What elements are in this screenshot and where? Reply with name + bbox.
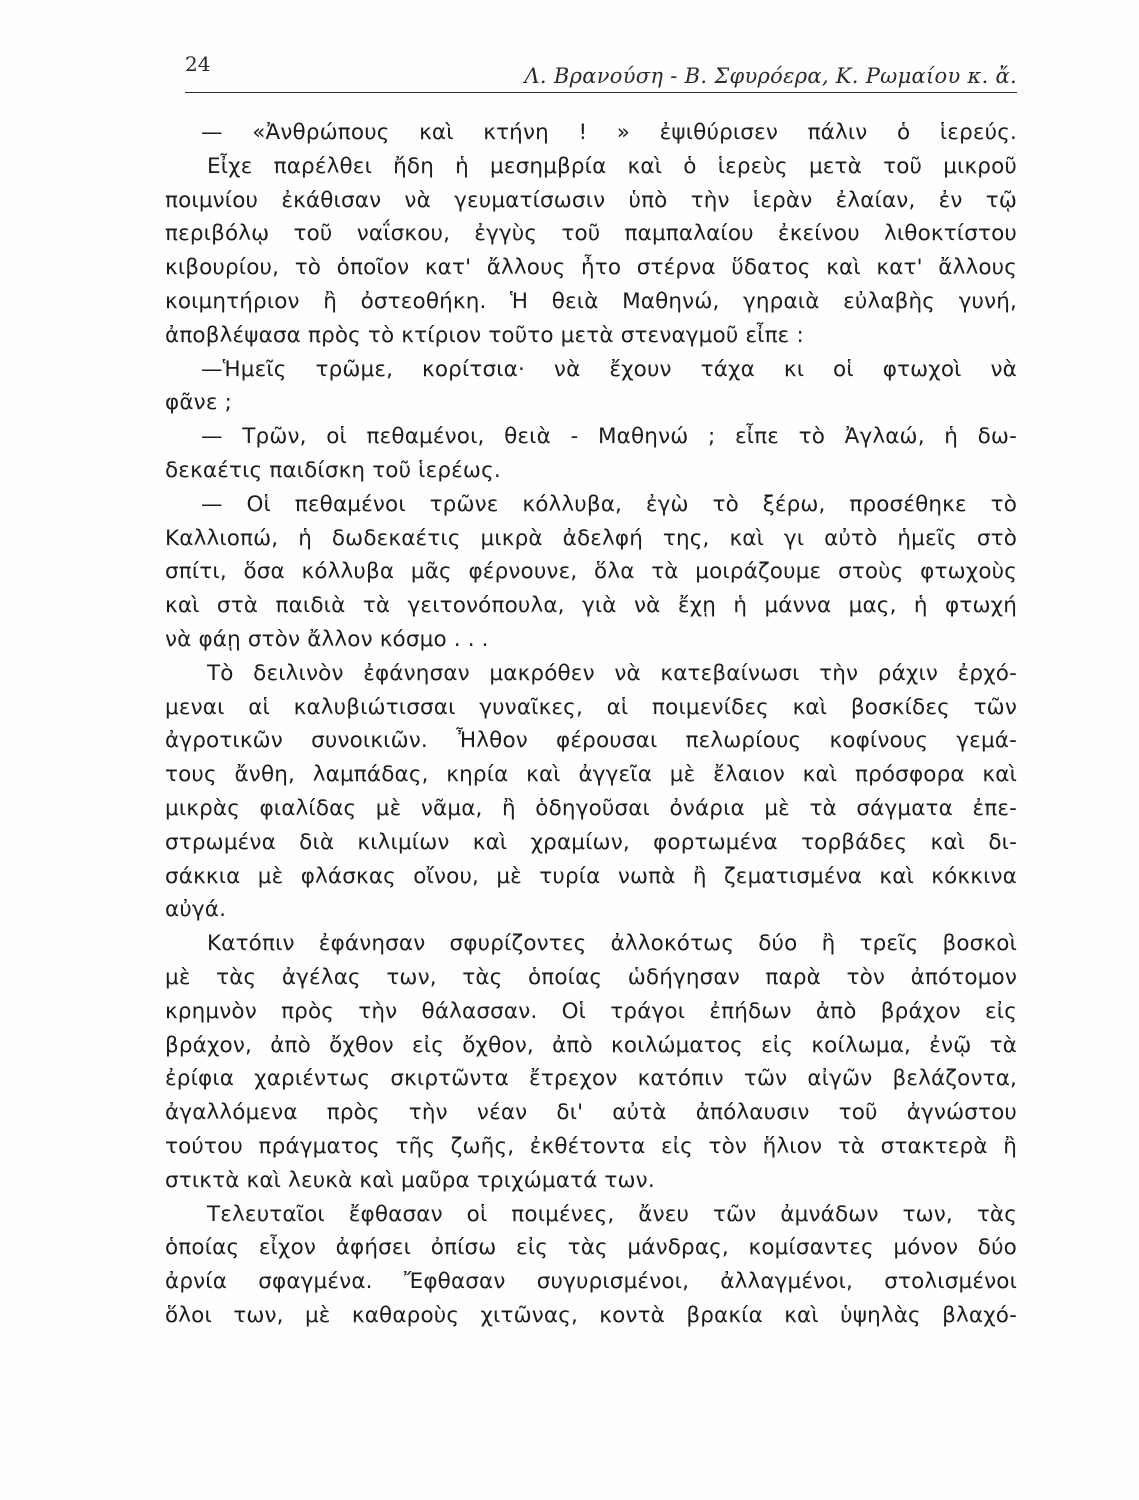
- page-header: [185, 52, 1017, 93]
- text-line: ποιμνίου ἐκάθισαν νὰ γευματίσωσιν ὑπὸ τὴν ἱερὰν ἐλαίαν, ἐν τῷ: [165, 187, 1017, 213]
- text-line: Τελευταῖοι ἔφθασαν οἱ ποιμένες, ἄνευ τῶν ἀμνάδων των, τὰς: [207, 1201, 1017, 1227]
- text-line: καὶ στὰ παιδιὰ τὰ γειτονόπουλα, γιὰ νὰ ἔχῃ ἡ μάννα μας, ἡ φτωχή: [165, 593, 1017, 619]
- text-line: δεκαέτις παιδίσκη τοῦ ἱερέως.: [165, 457, 501, 483]
- text-line: κιβουρίου, τὸ ὁποῖον κατ' ἄλλους ἦτο στέρνα ὕδατος καὶ κατ' ἄλλους: [165, 255, 1017, 281]
- text-line: κοιμητήριον ἢ ὀστεοθήκη. Ἡ θειὰ Μαθηνώ, γηραιὰ εὐλαβὴς γυνή,: [165, 288, 1017, 314]
- text-line: Τὸ δειλινὸν ἐφάνησαν μακρόθεν νὰ κατεβαίνωσι τὴν ράχιν ἐρχό-: [207, 660, 1017, 686]
- text-line: στρωμένα διὰ κιλιμίων καὶ χραμίων, φορτωμένα τορβάδες καὶ δι-: [165, 829, 1017, 855]
- text-line: ἀγαλλόμενα πρὸς τὴν νέαν δι' αὐτὰ ἀπόλαυσιν τοῦ ἀγνώστου: [165, 1100, 1017, 1126]
- text-line: μεναι αἱ καλυβιώτισσαι γυναῖκες, αἱ ποιμενίδες καὶ βοσκίδες τῶν: [165, 694, 1017, 720]
- running-head: Λ. Βρανούση - Β. Σφυρόερα, Κ. Ρωμαίου κ. ἄ.: [524, 64, 1017, 88]
- body-text: [165, 116, 1017, 1333]
- page-number: 24: [185, 52, 211, 76]
- text-line: ἀποβλέψασα πρὸς τὸ κτίριον τοῦτο μετὰ στεναγμοῦ εἶπε :: [165, 322, 804, 348]
- text-line: σάκκια μὲ φλάσκας οἴνου, μὲ τυρία νωπὰ ἢ ζεματισμένα καὶ κόκκινα: [165, 863, 1017, 889]
- text-line: Εἶχε παρέλθει ἤδη ἡ μεσημβρία καὶ ὁ ἱερεὺς μετὰ τοῦ μικροῦ: [207, 153, 1017, 179]
- text-line: ὅλοι των, μὲ καθαροὺς χιτῶνας, κοντὰ βρακία καὶ ὑψηλὰς βλαχό-: [165, 1302, 1017, 1328]
- text-line: τους ἄνθη, λαμπάδας, κηρία καὶ ἀγγεῖα μὲ ἔλαιον καὶ πρόσφορα καὶ: [165, 762, 1017, 788]
- text-line: κρημνὸν πρὸς τὴν θάλασσαν. Οἱ τράγοι ἐπήδων ἀπὸ βράχον εἰς: [165, 998, 1017, 1024]
- text-line: μὲ τὰς ἀγέλας των, τὰς ὁποίας ὡδήγησαν παρὰ τὸν ἀπότομον: [165, 964, 1017, 990]
- text-line: — Οἱ πεθαμένοι τρῶνε κόλλυβα, ἐγὼ τὸ ξέρω, προσέθηκε τὸ: [201, 491, 1017, 517]
- text-line: σπίτι, ὅσα κόλλυβα μᾶς φέρνουνε, ὅλα τὰ μοιράζουμε στοὺς φτωχοὺς: [165, 559, 1017, 585]
- text-line: μικρὰς φιαλίδας μὲ νᾶμα, ἢ ὁδηγοῦσαι ὀνάρια μὲ τὰ σάγματα ἐπε-: [165, 795, 1017, 821]
- text-line: φᾶνε ;: [165, 390, 232, 416]
- text-line: περιβόλῳ τοῦ ναΐσκου, ἐγγὺς τοῦ παμπαλαίου ἐκείνου λιθοκτίστου: [165, 221, 1017, 247]
- text-line: βράχον, ἀπὸ ὄχθον εἰς ὄχθον, ἀπὸ κοιλώματος εἰς κοίλωμα, ἐνῷ τὰ: [165, 1032, 1017, 1058]
- text-line: ἀγροτικῶν συνοικιῶν. Ἦλθον φέρουσαι πελωρίους κοφίνους γεμά-: [165, 728, 1017, 754]
- text-line: ὁποίας εἶχον ἀφήσει ὀπίσω εἰς τὰς μάνδρας, κομίσαντες μόνον δύο: [165, 1235, 1017, 1261]
- text-line: ἀρνία σφαγμένα. Ἔφθασαν συγυρισμένοι, ἀλλαγμένοι, στολισμένοι: [165, 1269, 1017, 1295]
- text-line: — «Ἀνθρώπους καὶ κτήνη ! » ἐψιθύρισεν πάλιν ὁ ἱερεύς.: [201, 120, 1017, 145]
- text-line: Κατόπιν ἐφάνησαν σφυρίζοντες ἀλλοκότως δύο ἢ τρεῖς βοσκοὶ: [207, 931, 1017, 957]
- text-line: — Τρῶν, οἱ πεθαμένοι, θειὰ - Μαθηνώ ; εἶπε τὸ Ἀγλαώ, ἡ δω-: [201, 424, 1017, 450]
- text-line: Καλλιοπώ, ἡ δωδεκαέτις μικρὰ ἀδελφή της, καὶ γι αὐτὸ ἡμεῖς στὸ: [165, 525, 1017, 551]
- text-line: αὐγά.: [165, 897, 227, 923]
- text-line: νὰ φάῃ στὸν ἄλλον κόσμο . . .: [165, 626, 489, 652]
- text-line: —Ἡμεῖς τρῶμε, κορίτσια· νὰ ἔχουν τάχα κι οἱ φτωχοὶ νὰ: [201, 356, 1017, 382]
- text-line: τούτου πράγματος τῆς ζωῆς, ἐκθέτοντα εἰς τὸν ἥλιον τὰ στακτερὰ ἢ: [165, 1133, 1017, 1159]
- text-line: στικτὰ καὶ λευκὰ καὶ μαῦρα τριχώματά των.: [165, 1167, 655, 1193]
- text-line: ἐρίφια χαριέντως σκιρτῶντα ἔτρεχον κατόπιν τῶν αἰγῶν βελάζοντα,: [165, 1066, 1017, 1092]
